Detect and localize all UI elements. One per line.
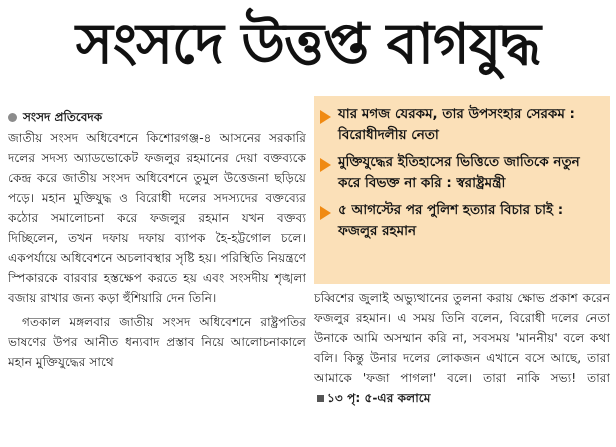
- highlight-item: [320, 200, 606, 242]
- continued-note: [314, 391, 430, 405]
- arrow-right-icon: [320, 158, 331, 172]
- continued-text: ১৩ পৃ: ৫-এর কলামে: [327, 391, 431, 405]
- highlights-box: [314, 96, 610, 284]
- byline: [8, 106, 102, 128]
- highlight-item: [320, 104, 606, 146]
- bullet-dot-icon: [8, 113, 17, 122]
- highlight-text: যার মগজ যেরকম, তার উপসংহার সেরকম : বিরোধীদলীয় নেতা: [338, 106, 575, 143]
- square-icon: [317, 395, 324, 402]
- left-paragraph-2: গতকাল মঙ্গলবার জাতীয় সংসদ অধিবেশনে রাষ্ট্রপতির ভাষণের উপর আনীত ধন্যবাদ প্রস্তাব নিয়ে আলোচনাকালে মহান মুক্তিযুদ্ধের সাথে: [8, 315, 306, 369]
- highlight-text: ৫ আগস্টের পর পুলিশ হত্যার বিচার চাই : ফজলুর রহমান: [338, 202, 564, 239]
- right-column: [314, 288, 610, 447]
- highlight-item: [320, 152, 606, 194]
- left-paragraph-1: জাতীয় সংসদ অধিবেশনে কিশোরগঞ্জ-৪ আসনের সরকারি দলের সদস্য অ্যাডভোকেট ফজলুর রহমানের দেয়া বক্তব্যকে কেন্দ্র করে জাতীয় সংসদ অধিবেশনে তুমুল উত্তেজনা ছড়িয়ে পড়ে। মহান মুক্তিযুদ্ধ ও বিরোধী দলের সদস্যদের বক্তব্যের কঠোর সমালোচনা করে ফজলুর রহমান যখন বক্তব্য দিচ্ছিলেন, তখন দফায় দফায় ব্যাপক হৈ-হট্টগোল চলে। একপর্যায়ে অধিবেশনে অচলাবস্থার সৃষ্টি হয়। পরিস্থিতি নিয়ন্ত্রণে স্পিকারকে বারবার হস্তক্ষেপ করতে হয় এবং সংসদীয় শৃঙ্খলা বজায় রাখার জন্য কড়া হুঁশিয়ারি দেন তিনি।: [8, 131, 306, 305]
- highlight-text: মুক্তিযুদ্ধের ইতিহাসের ভিত্তিতে জাতিকে নতুন করে বিভক্ত না করি : স্বরাষ্ট্রমন্ত্রী: [338, 154, 580, 191]
- arrow-right-icon: [320, 206, 331, 220]
- left-column: [8, 128, 306, 447]
- byline-text: সংসদ প্রতিবেদক: [23, 110, 103, 124]
- arrow-right-icon: [320, 110, 331, 124]
- headline: সংসদে উত্তপ্ত বাগযুদ্ধ: [75, 12, 541, 77]
- right-paragraph: চব্বিশের জুলাই অভ্যুত্থানের তুলনা করায় ক্ষোভ প্রকাশ করেন ফজলুর রহমান। এ সময় তিনি বলেন, বিরোধী দলের নেতা উনাকে আমি অসম্মান করি না, সবসময় 'মাননীয়' বলে কথা বলি। কিন্তু উনার দলের লোকজন এখানে বসে আছে, তারা আমাকে 'ফজা পাগলা' বলে। তারা নাকি সভ্য! তারা: [314, 291, 610, 385]
